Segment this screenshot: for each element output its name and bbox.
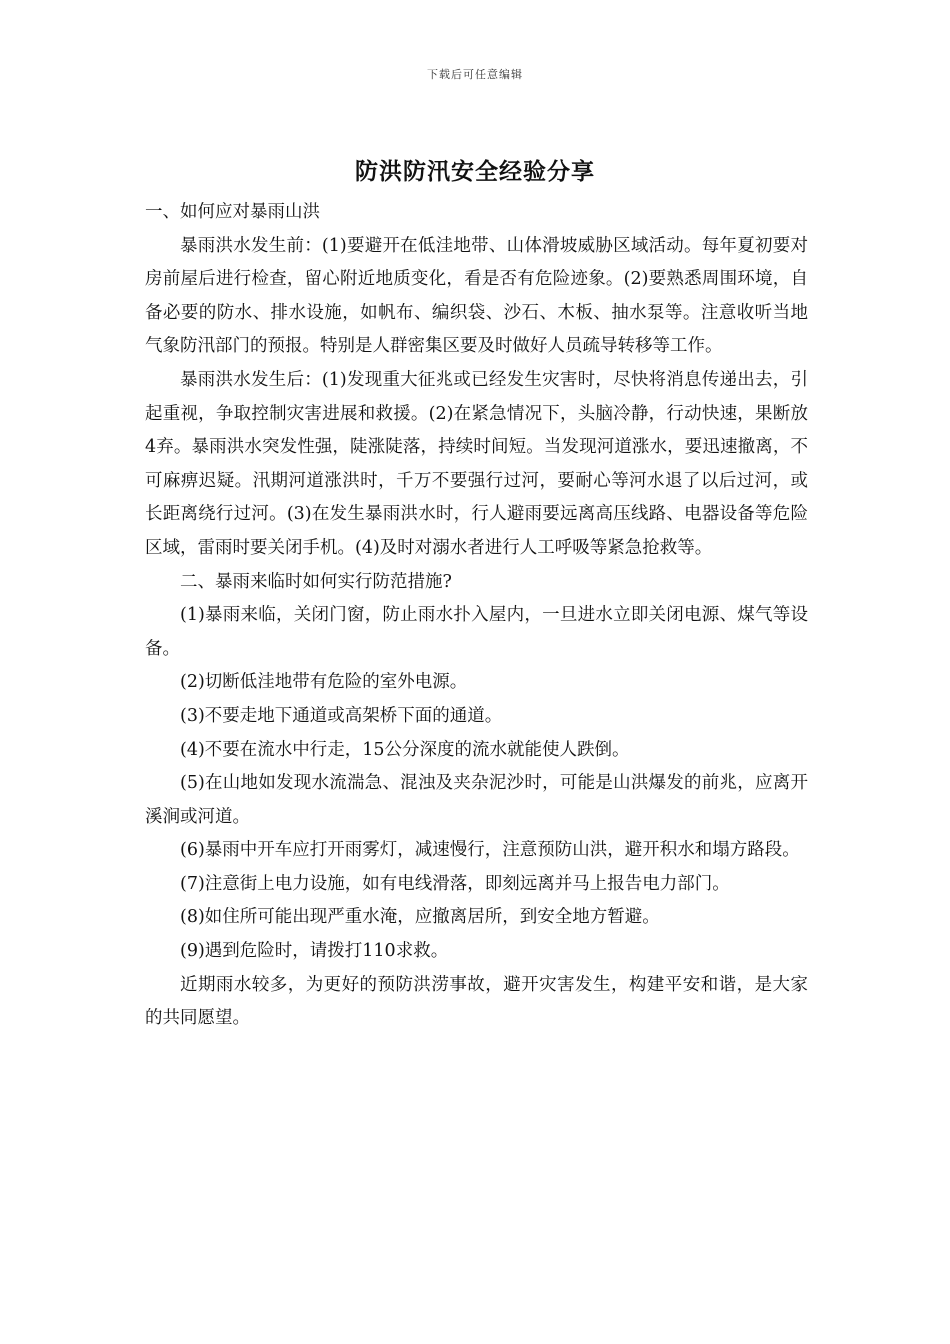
measure-item-5: (5)在山地如发现水流湍急、混浊及夹杂泥沙时，可能是山洪爆发的前兆，应离开溪涧或河道。 — [145, 773, 808, 827]
measure-item-8: (8)如住所可能出现严重水淹，应撤离居所，到安全地方暂避。 — [180, 907, 660, 928]
measure-item-3: (3)不要走地下通道或高架桥下面的通道。 — [180, 705, 503, 726]
measure-item-9: (9)遇到危险时，请拨打110求救。 — [180, 941, 449, 962]
document-title: 防洪防汛安全经验分享 — [355, 158, 595, 185]
closing-paragraph: 近期雨水较多，为更好的预防洪涝事故，避开灾害发生，构建平安和谐，是大家的共同愿望。 — [145, 974, 808, 1029]
measure-item-7: (7)注意街上电力设施，如有电线滑落，即刻远离并马上报告电力部门。 — [180, 873, 730, 894]
section-heading-1: 一、如何应对暴雨山洪 — [145, 202, 320, 222]
document-body — [145, 196, 808, 1036]
header-note: 下载后可任意编辑 — [427, 68, 523, 81]
paragraph-before-flood: 暴雨洪水发生前：(1)要避开在低洼地带、山体滑坡威胁区域活动。每年夏初要对房前屋后进行检查，留心附近地质变化，看是否有危险迹象。(2)要熟悉周围环境，自备必要的防水、排水设施，如帆布、编织袋、沙石、木板、抽水泵等。注意收听当地气象防汛部门的预报。特别是人群密集区要及时做好人员疏导转移等工作。 — [145, 235, 808, 357]
measure-item-4: (4)不要在流水中行走，15公分深度的流水就能使人跌倒。 — [180, 739, 630, 760]
section-heading-2: 二、暴雨来临时如何实行防范措施? — [180, 571, 452, 592]
measure-item-2: (2)切断低洼地带有危险的室外电源。 — [180, 672, 468, 693]
measure-item-6: (6)暴雨中开车应打开雨雾灯，减速慢行，注意预防山洪，避开积水和塌方路段。 — [180, 840, 800, 861]
measure-item-1: (1)暴雨来临，关闭门窗，防止雨水扑入屋内，一旦进水立即关闭电源、煤气等设备。 — [145, 605, 808, 659]
paragraph-after-flood: 暴雨洪水发生后：(1)发现重大征兆或已经发生灾害时，尽快将消息传递出去，引起重视，争取控制灾害进展和救援。(2)在紧急情况下，头脑冷静，行动快速，果断放4弃。暴雨洪水突发性强，陡涨陡落，持续时间短。当发现河道涨水，要迅速撤离，不可麻痹迟疑。汛期河道涨洪时，千万不要强行过河，要耐心等河水退了以后过河，或长距离绕行过河。(3)在发生暴雨洪水时，行人避雨要远离高压线路、电器设备等危险区域，雷雨时要关闭手机。(4)及时对溺水者进行人工呼吸等紧急抢救等。 — [145, 369, 808, 558]
